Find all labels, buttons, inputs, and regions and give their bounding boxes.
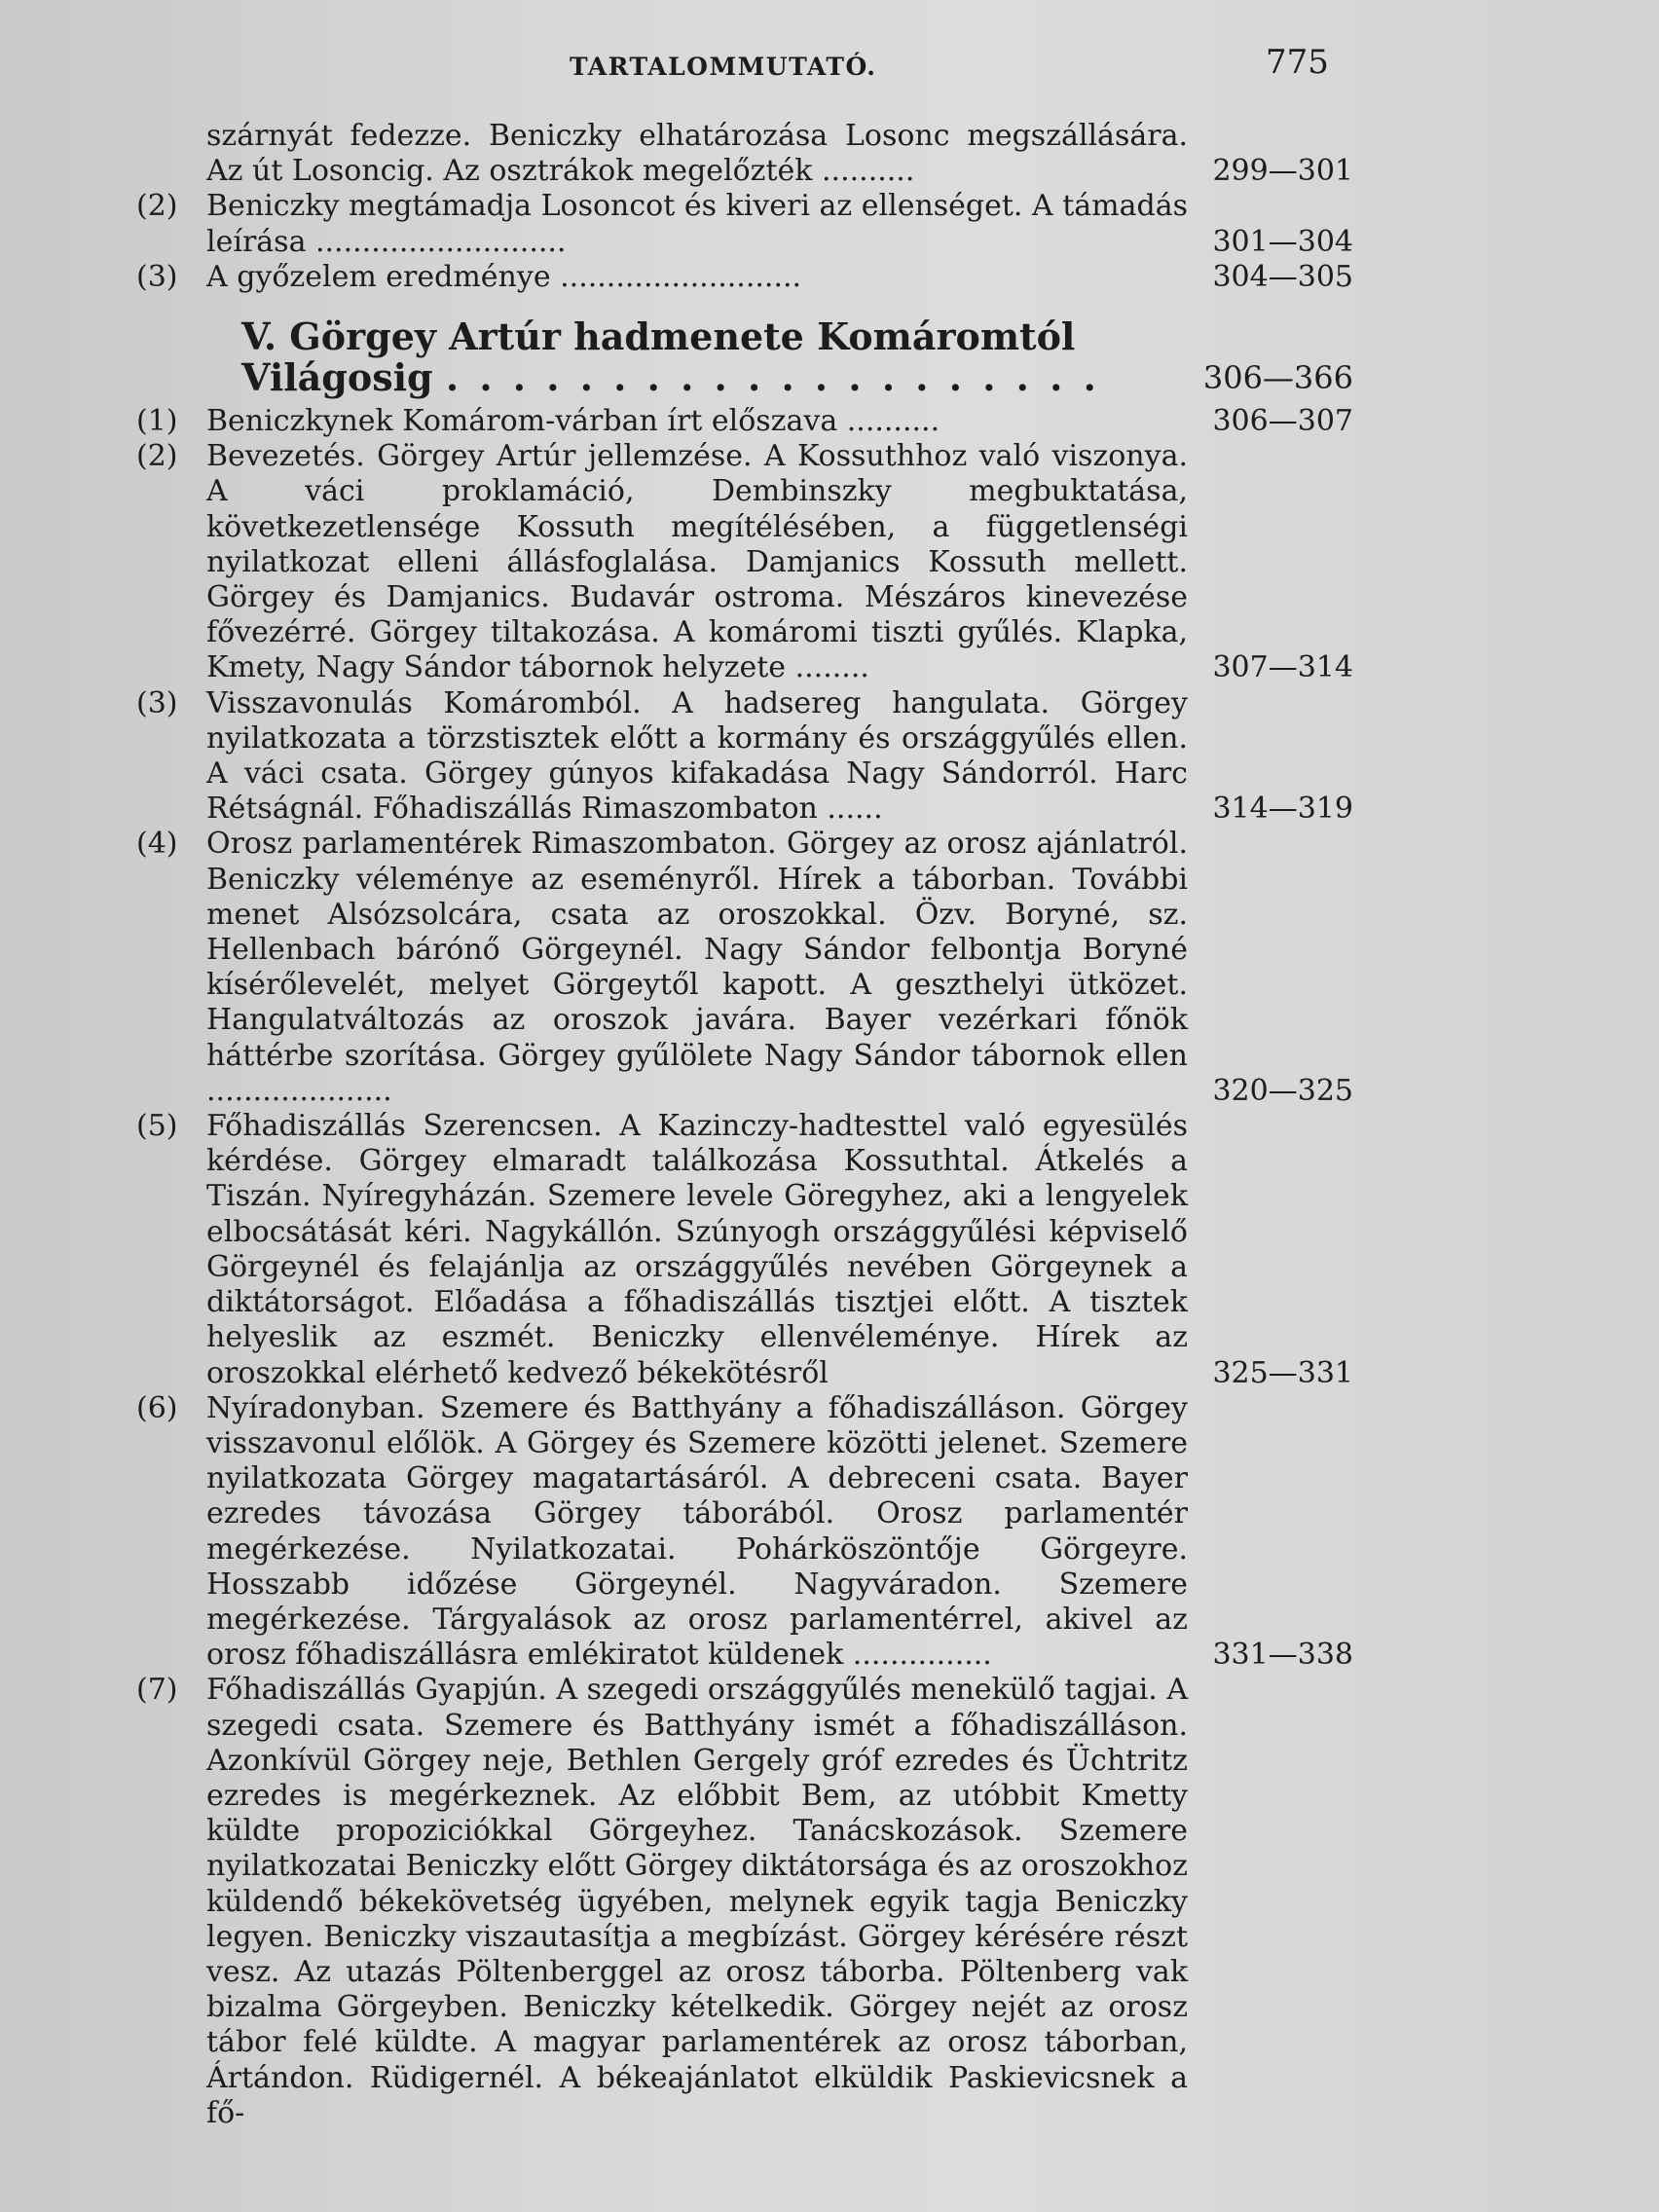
chapter-title: V. Görgey Artúr hadmenete Komáromtól Világosig (241, 314, 1076, 400)
chapter-leaders: . . . . . . . . . . . . . . . . . . . . (445, 355, 1100, 400)
entry-number: (2) (136, 439, 178, 474)
entry-text: Nyíradonyban. Szemere és Batthyány a főhadiszálláson. Görgey visszavonul előlök. A Görgey és Szemere közötti jelenet. Szemere nyilatkozata Görgey magatartásáról. A debreceni csata. Bayer ezredes távozása Görgey táborából. Orosz parlamentér megérkezése. Nyilatkozatai. Pohárköszöntője Görgeyre. Hosszabb időzése Görgeynél. Nagyváradon. Szemere megérkezése. Tárgyalások az orosz parlamentérrel, akivel az orosz főhadiszállásra emlékiratot küldenek ............... (206, 1390, 1188, 1673)
entry-text: Bevezetés. Görgey Artúr jellemzése. A Kossuthhoz való viszonya. A váci proklamáció, Dembinszky megbuktatása, következetlensége Kossuth megítélésében, a függetlenségi nyilatkozat elleni állásfoglalása. Damjanics Kossuth mellett. Görgey és Damjanics. Budavár ostroma. Mészáros kinevezése fővezérré. Görgey tiltakozása. A komáromi tiszti gyűlés. Klapka, Kmety, Nagy Sándor tábornok helyzete ........ (206, 439, 1188, 685)
page-header (0, 39, 1659, 97)
entry-pages: 304—305 (1212, 259, 1353, 294)
chapter-pages: 306—366 (1202, 359, 1353, 397)
entry-pages: 331—338 (1212, 1638, 1353, 1673)
entry-text: Visszavonulás Komáromból. A hadsereg hangulata. Görgey nyilatkozata a törzstisztek előtt a kormány és országgyűlés ellen. A váci csata. Görgey gúnyos kifakadása Nagy Sándorról. Harc Rétságnál. Főhadiszállás Rimaszombaton ...... (206, 685, 1188, 827)
entry-pages: 301—304 (1212, 224, 1353, 259)
entry-text: Főhadiszállás Szerencsen. A Kazinczy-hadtesttel való egyesülés kérdése. Görgey elmaradt találkozása Kossuthtal. Átkelés a Tiszán. Nyíregyházán. Szemere levele Göregyhez, aki a lengyelek elbocsátását kéri. Nagykállón. Szúnyogh országgyűlési képviselő Görgeynél és felajánlja az országgyűlés nevében Görgeynek a diktátorságot. Előadása a főhadiszállás tisztjei előtt. A tisztek helyeslik az eszmét. Beniczky ellenvéleménye. Hírek az oroszokkal elérhető kedvező békekötésről (206, 1109, 1188, 1390)
toc-entry (136, 686, 1353, 828)
entry-pages: 314—319 (1212, 792, 1353, 827)
entry-pages: 325—331 (1212, 1355, 1353, 1390)
toc-entry (136, 119, 1353, 189)
toc-entry (136, 404, 1353, 439)
entry-number: (1) (136, 404, 178, 439)
entry-number: (3) (136, 259, 178, 294)
toc-entry (136, 1391, 1353, 1674)
running-title: TARTALOMMUTATÓ. (570, 53, 877, 81)
entry-text: Beniczky megtámadja Losoncot és kiveri az ellenséget. A támadás leírása ........................... (206, 189, 1188, 259)
toc-entry (136, 439, 1353, 685)
entry-number: (4) (136, 827, 178, 862)
entry-number: (7) (136, 1673, 178, 1708)
entry-text: Főhadiszállás Gyapjún. A szegedi országgyűlés menekülő tagjai. A szegedi csata. Szemere és Batthyány ismét a főhadiszálláson. Azonkívül Görgey neje, Bethlen Gergely gróf ezredes és Üchtritz ezredes is megérkeznek. Az előbbit Bem, az utóbbit Kmetty küldte propoziciókkal Görgeyhez. Tanácskozások. Szemere nyilatkozatai Beniczky előtt Görgey diktátorsága és az oroszokhoz küldendő békekövetség ügyében, melynek egyik tagja Beniczky legyen. Beniczky viszautasítja a megbízást. Görgey kérésére részt vesz. Az utazás Pöltenberggel az orosz táborba. Pöltenberg vak bizalma Görgeyben. Beniczky kételkedik. Görgey nejét az orosz tábor felé küldte. A magyar parlamentérek az orosz táborban, Ártándon. Rüdigernél. A békeajánlatot elküldik Paskievicsnek a fő- (206, 1673, 1188, 2130)
entry-number: (3) (136, 685, 178, 720)
entry-pages: 320—325 (1212, 1073, 1353, 1108)
entry-text: szárnyát fedezze. Beniczky elhatározása Losonc megszállására. Az út Losoncig. Az osztrákok megelőzték .......... (206, 119, 1188, 189)
toc-entry (136, 1673, 1353, 2131)
entry-text: Orosz parlamentérek Rimaszombaton. Görgey az orosz ajánlatról. Beniczky véleménye az eseményről. Hírek a táborban. További menet Alsózsolcára, csata az oroszokkal. Özv. Boryné, sz. Hellenbach bárónő Görgeynél. Nagy Sándor felbontja Boryné kísérőlevelét, melyet Görgeytől kapott. A geszthelyi ütközet. Hangulatváltozás az oroszok javára. Bayer vezérkari főnök háttérbe szorítása. Görgey gyűlölete Nagy Sándor tábornok ellen .................... (206, 827, 1188, 1108)
entry-pages: 299—301 (1212, 154, 1353, 189)
chapter-heading (136, 316, 1353, 398)
entry-text: Beniczkynek Komárom-várban írt előszava .......... (206, 404, 940, 439)
entry-pages: 307—314 (1212, 650, 1353, 685)
toc-entry (136, 1109, 1353, 1391)
toc-entry (136, 827, 1353, 1109)
entry-number: (5) (136, 1109, 178, 1144)
page-number: 775 (1266, 43, 1329, 82)
toc-entry (136, 260, 1353, 295)
entry-number: (2) (136, 189, 178, 224)
entry-number: (6) (136, 1390, 178, 1425)
entry-text: A győzelem eredménye .......................... (206, 259, 802, 294)
table-of-contents (136, 119, 1353, 2131)
entry-pages: 306—307 (1212, 404, 1353, 439)
toc-entry (136, 189, 1353, 259)
